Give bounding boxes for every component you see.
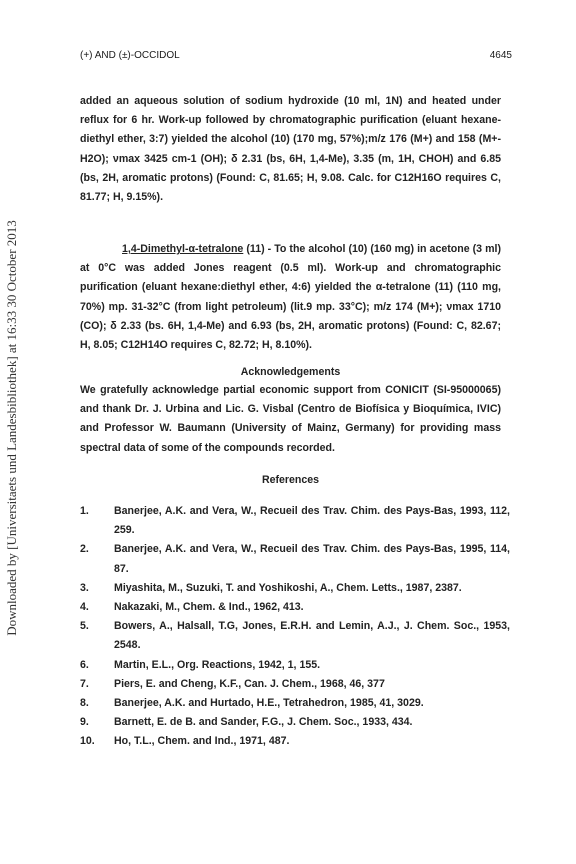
- download-watermark: [0, 0, 24, 864]
- experimental-paragraph-1: [80, 92, 501, 207]
- reference-item: 4. Nakazaki, M., Chem. & Ind., 1962, 413.: [80, 601, 304, 614]
- reference-item: 6. Martin, E.L., Org. Reactions, 1942, 1, 155.: [80, 658, 321, 671]
- paragraph-text: added an aqueous solution of sodium hydroxide (10 ml, 1N) and heated under reflux for 6 hr. Work-up followed by chromatographic purification (eluant hexane-diethyl ether, 3:7) yielded the alcohol (10) (170 mg, 57%);m/z 176 (M+) and 158 (M+-H2O); νmax 3425 cm-1 (OH); δ 2.31 (bs, 6H, 1,4-Me), 3.35 (m, 1H, CHOH) and 6.85 (bs, 2H, aromatic protons) (Found: C, 81.65; H, 9.08. Calc. for C12H16O requires C, 81.77; H, 9.15%).: [80, 95, 501, 204]
- download-note: Downloaded by [Universitaets und Landesbibliothek] at 16:33 30 October 2013: [4, 220, 19, 636]
- compound-heading: 1,4-Dimethyl-α-tetralone: [122, 243, 244, 255]
- reference-item: 1. Banerjee, A.K. and Vera, W., Recueil des Trav. Chim. des Pays-Bas, 1993, 112, 259.: [80, 505, 510, 537]
- page-number: 4645: [489, 50, 512, 61]
- reference-item: 8. Banerjee, A.K. and Hurtado, H.E., Tetrahedron, 1985, 41, 3029.: [80, 697, 424, 710]
- running-title: (+) AND (±)-OCCIDOL: [80, 50, 180, 61]
- reference-item: 2. Banerjee, A.K. and Vera, W., Recueil des Trav. Chim. des Pays-Bas, 1995, 114, 87.: [80, 543, 510, 575]
- acknowledgements-heading: Acknowledgements: [240, 366, 341, 378]
- reference-item: 3. Miyashita, M., Suzuki, T. and Yoshikoshi, A., Chem. Letts., 1987, 2387.: [80, 581, 462, 594]
- references-heading: References: [261, 474, 320, 486]
- acknowledgements-body: [80, 381, 501, 458]
- references-list: [80, 502, 510, 752]
- reference-item: 7. Piers, E. and Cheng, K.F., Can. J. Chem., 1968, 46, 377: [80, 677, 385, 690]
- experimental-paragraph-2: [80, 240, 501, 355]
- reference-item: 9. Barnett, E. de B. and Sander, F.G., J. Chem. Soc., 1933, 434.: [80, 716, 413, 729]
- acknowledgements-text: We gratefully acknowledge partial economic support from CONICIT (SI-95000065) and thank Dr. J. Urbina and Lic. G. Visbal (Centro de Biofísica y Bioquímica, IVIC) and Professor W. Baumann (University of Mainz, Germany) for providing mass spectral data of some of the compounds recorded.: [80, 384, 501, 454]
- paragraph-text: (11) - To the alcohol (10) (160 mg) in acetone (3 ml) at 0°C was added Jones reagent (0.5 ml). Work-up and chromatographic purification (eluant hexane:diethyl ether, 4:6) yielded the α-tetralone (11) (110 mg, 70%) mp. 31-32°C (from light petroleum) (lit.9 mp. 33°C); m/z 174 (M+); νmax 1710 (CO); δ 2.33 (bs. 6H, 1,4-Me) and 6.93 (bs, 2H, aromatic protons) (Found: C, 82.67; H, 8.05; C12H14O requires C, 82.72; H, 8.10%).: [80, 243, 501, 352]
- reference-item: 10. Ho, T.L., Chem. and Ind., 1971, 487.: [80, 735, 290, 748]
- reference-item: 5. Bowers, A., Halsall, T.G, Jones, E.R.H. and Lemin, A.J., J. Chem. Soc., 1953, 2548.: [80, 620, 510, 652]
